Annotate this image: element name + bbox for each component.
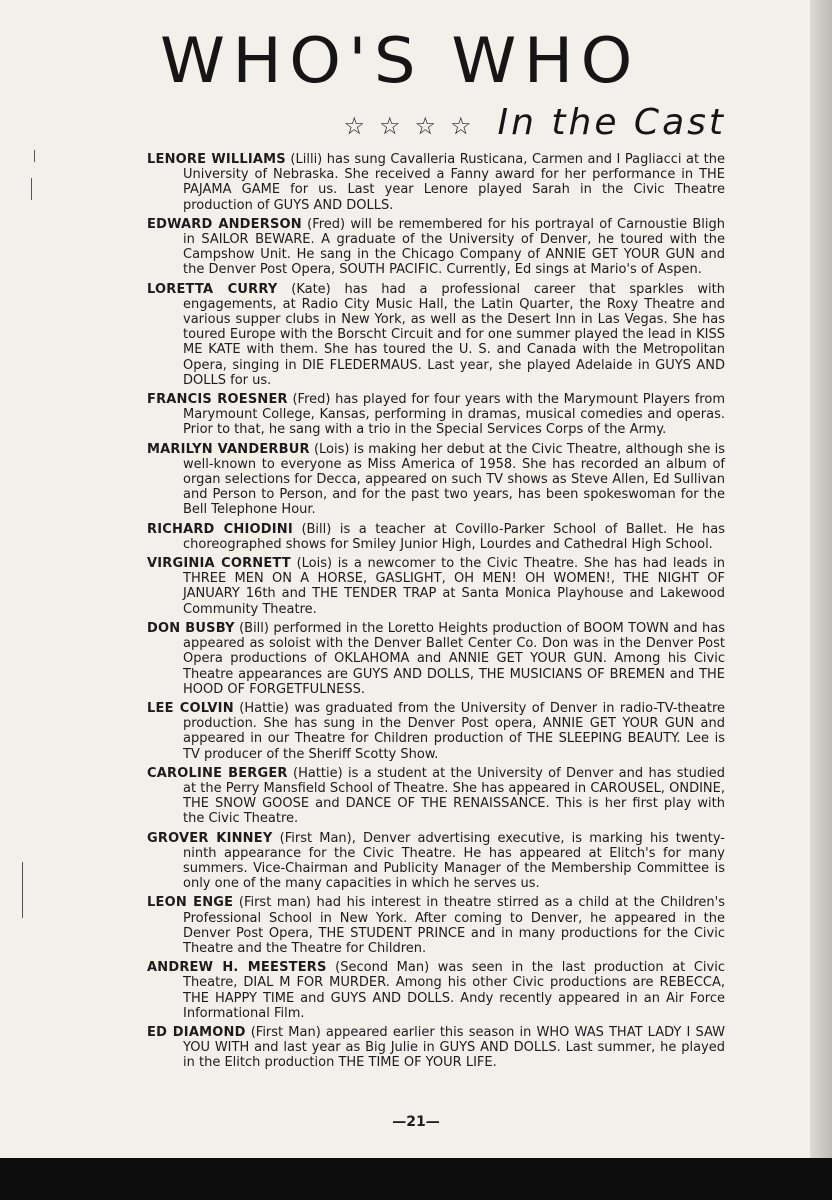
cast-name: GROVER KINNEY (147, 830, 273, 846)
page-title: WHO'S WHO (160, 24, 640, 97)
cast-bio: (Hattie) was graduated from the University of Denver in radio-TV-theatre production. She has sung in the Denver Post opera, ANNIE GET YOUR GUN and appeared in our Theatre for Children production of THE SLEEPING BEAUTY. Lee is TV producer of the Sheriff Scotty Show. (183, 700, 726, 762)
cast-name: LEE COLVIN (147, 700, 234, 716)
cast-name: LORETTA CURRY (147, 281, 278, 297)
cast-entry (147, 282, 725, 388)
page-number: —21— (392, 1114, 440, 1130)
cast-bio: (First man) had his interest in theatre stirred as a child at the Children's Professional School in New York. After coming to Denver, he appeared in the Denver Post Opera, THE STUDENT PRINCE and in many productions for the Civic Theatre and the Theatre for Children. (183, 895, 725, 956)
cast-entry (147, 766, 725, 827)
cast-bio: (Hattie) is a student at the University of Denver and has studied at the Perry Mansfield School of Theatre. She has appeared in CAROUSEL, ONDINE, THE SNOW GOOSE and DANCE OF THE RENAISSANCE. This is her first play with the Civic Theatre. (183, 765, 726, 827)
cast-name: MARILYN VANDERBUR (147, 441, 310, 457)
cast-bio: (Bill) performed in the Loretto Heights production of BOOM TOWN and has appeared as soloist with the Denver Ballet Center Co. Don was in the Denver Post Opera productions of OKLAHOMA and ANNIE GET YOUR GUN. Among his Civic Theatre appearances are GUYS AND DOLLS, THE MUSICIANS OF BREMEN and THE HOOD OF FORGETFULNESS. (183, 620, 725, 697)
binding-mark (31, 178, 32, 200)
cast-bio: (Lilli) has sung Cavalleria Rusticana, Carmen and I Pagliacci at the University of Nebraska. She received a Fanny award for her performance in THE PAJAMA GAME for us. Last year Lenore played Sarah in the Civic Theatre production of GUYS AND DOLLS. (183, 152, 725, 213)
star-icon: ☆ (414, 112, 437, 140)
cast-bio: (Bill) is a teacher at Covillo-Parker School of Ballet. He has choreographed shows for Smiley Junior High, Lourdes and Cathedral High School. (183, 521, 725, 552)
cast-list (147, 152, 725, 1075)
cast-entry (147, 831, 725, 892)
cast-entry (147, 701, 725, 762)
cast-name: LENORE WILLIAMS (147, 152, 286, 167)
cast-name: ANDREW H. MEESTERS (147, 960, 327, 976)
cast-entry (147, 152, 725, 213)
cast-name: CAROLINE BERGER (147, 765, 288, 781)
star-icon: ☆ (450, 112, 472, 140)
cast-name: EDWARD ANDERSON (147, 216, 302, 232)
cast-name: VIRGINIA CORNETT (147, 556, 291, 572)
cast-entry (147, 392, 725, 438)
cast-entry (147, 522, 725, 552)
cast-entry (147, 895, 725, 956)
star-row (343, 114, 471, 138)
subtitle-row (343, 102, 726, 143)
cast-bio: (Lois) is making her debut at the Civic Theatre, although she is well-known to everyone as Miss America of 1958. She has recorded an album of organ selections for Decca, appeared on such TV shows as Steve Allen, Ed Sullivan and Person to Person, and for the past two years, has been spokeswoman for the Bell Telephone Hour. (183, 441, 725, 518)
cast-entry (147, 442, 725, 518)
binding-mark (22, 862, 23, 918)
cast-entry (147, 960, 725, 1021)
cast-name: LEON ENGE (147, 895, 234, 911)
cast-bio: (Lois) is a newcomer to the Civic Theatre. She has had leads in THREE MEN ON A HORSE, GASLIGHT, OH MEN! OH WOMEN!, THE NIGHT OF JANUARY 16th and THE TENDER TRAP at Santa Monica Playhouse and Lakewood Community Theatre. (183, 556, 725, 617)
cast-entry (147, 556, 725, 617)
cast-entry (147, 1025, 725, 1071)
cast-name: FRANCIS ROESNER (147, 392, 288, 408)
cast-bio: (Second Man) was seen in the last production at Civic Theatre, DIAL M FOR MURDER. Among his other Civic productions are REBECCA, THE HAPPY TIME and GUYS AND DOLLS. Andy recently appeared in an Air Force Informational Film. (183, 960, 726, 1021)
page-subtitle: In the Cast (497, 102, 726, 143)
star-icon: ☆ (378, 112, 401, 140)
cast-bio: (First Man) appeared earlier this season in WHO WAS THAT LADY I SAW YOU WITH and last year as Big Julie in GUYS AND DOLLS. Last summer, he played in the Elitch production THE TIME OF YOUR LIFE. (183, 1024, 726, 1071)
scan-border (0, 1158, 832, 1200)
star-icon: ☆ (343, 112, 365, 140)
cast-name: ED DIAMOND (147, 1024, 246, 1040)
cast-bio: (Kate) has had a professional career that sparkles with engagements, at Radio City Music Hall, the Latin Quarter, the Roxy Theatre and various supper clubs in New York, as well as the Desert Inn in Las Vegas. She has toured Europe with the Borscht Circuit and for one summer played the lead in KISS ME KATE with them. She has toured the U. S. and Canada with the Metropolitan Opera, singing in DIE FLEDERMAUS. Last year, she played Adelaide in GUYS AND DOLLS for us. (183, 281, 725, 388)
cast-bio: (Fred) will be remembered for his portrayal of Carnoustie Bligh in SAILOR BEWARE. A graduate of the University of Denver, he toured with the Campshow Unit. He sang in the Chicago Company of ANNIE GET YOUR GUN and the Denver Post Opera, SOUTH PACIFIC. Currently, Ed sings at Mario's of Aspen. (183, 216, 725, 278)
cast-name: RICHARD CHIODINI (147, 521, 293, 537)
cast-entry (147, 621, 725, 697)
cast-bio: (First Man), Denver advertising executive, is marking his twenty-ninth appearance for the Civic Theatre. He has appeared at Elitch's for many summers. Vice-Chairman and Publicity Manager of the Membership Committee is only one of the many capacities in which he serves us. (183, 830, 725, 892)
cast-entry (147, 217, 725, 278)
cast-name: DON BUSBY (147, 620, 235, 636)
cast-bio: (Fred) has played for four years with the Marymount Players from Marymount College, Kansas, performing in dramas, musical comedies and operas. Prior to that, he sang with a trio in the Special Services Corps of the Army. (183, 392, 725, 438)
page-edge (810, 0, 832, 1158)
binding-mark (34, 150, 35, 162)
